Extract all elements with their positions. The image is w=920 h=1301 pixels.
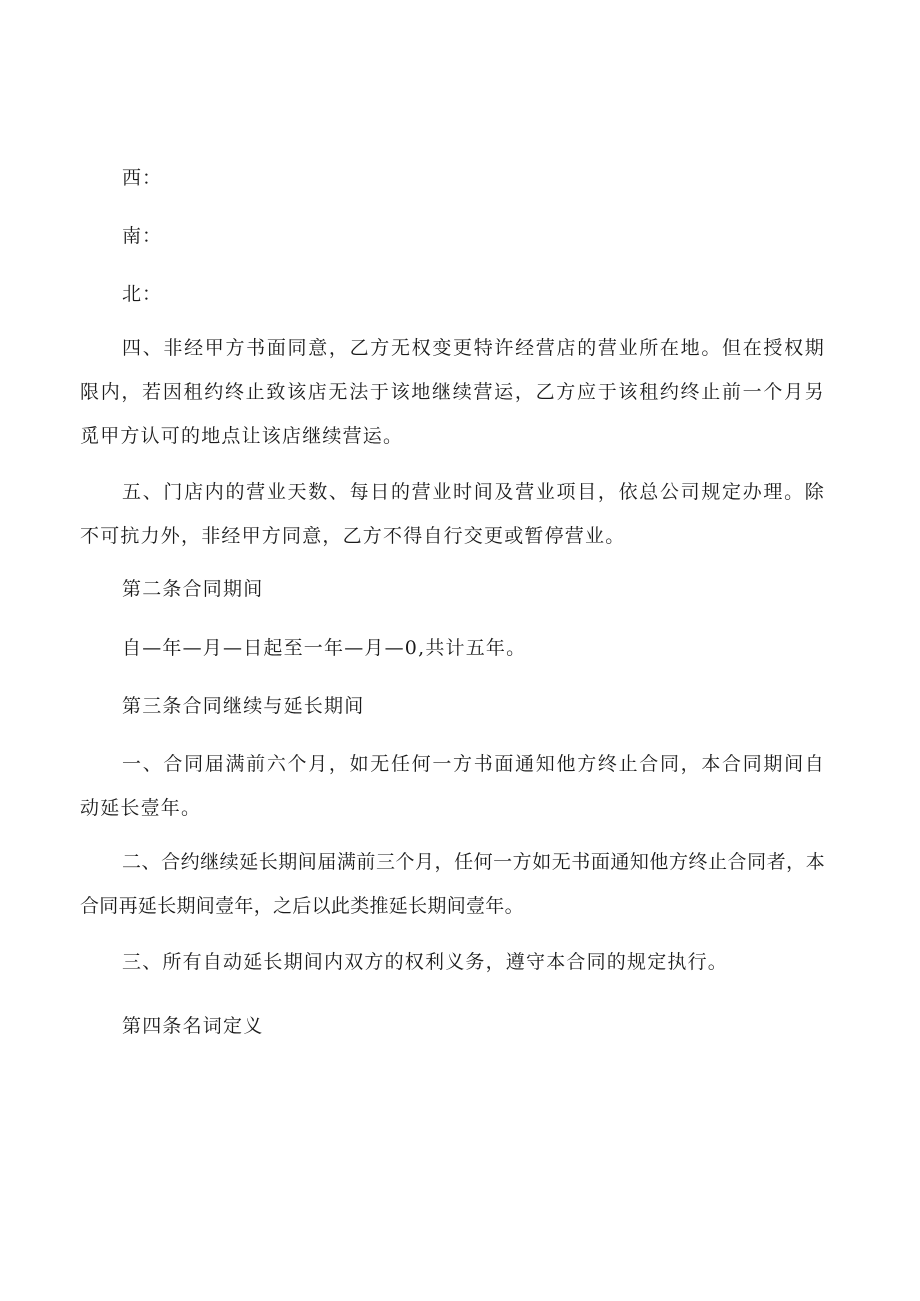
renewal-clause-two: 二、合约继续延长期间届满前三个月，任何一方如无书面通知他方终止合同者，本合同再延长期间壹年，之后以此类推延长期间壹年。 (80, 851, 825, 917)
boundary-west-line: 西： (122, 167, 163, 189)
renewal-clause-three: 三、所有自动延长期间内双方的权利义务，遵守本合同的规定执行。 (122, 951, 729, 973)
boundary-north-line: 北： (122, 283, 163, 305)
renewal-clause-one: 一、合同届满前六个月，如无任何一方书面通知他方终止合同，本合同期间自动延长壹年。 (80, 753, 825, 819)
clause-four-paragraph: 四、非经甲方书面同意，乙方无权变更特许经营店的营业所在地。但在授权期限内，若因租约终止致该店无法于该地继续营运，乙方应于该租约终止前一个月另觅甲方认可的地点让该店继续营运。 (80, 337, 825, 447)
boundary-south-line: 南： (122, 225, 163, 247)
article-four-heading: 第四条名词定义 (122, 1015, 264, 1037)
article-two-heading: 第二条合同期间 (122, 578, 264, 600)
clause-five-paragraph: 五、门店内的营业天数、每日的营业时间及营业项目，依总公司规定办理。除不可抗力外，非经甲方同意，乙方不得自行交更或暂停营业。 (80, 481, 825, 547)
contract-period-paragraph: 自—年—月—日起至一年—月—0,共计五年。 (122, 637, 527, 659)
article-three-heading: 第三条合同继续与延长期间 (122, 695, 365, 717)
